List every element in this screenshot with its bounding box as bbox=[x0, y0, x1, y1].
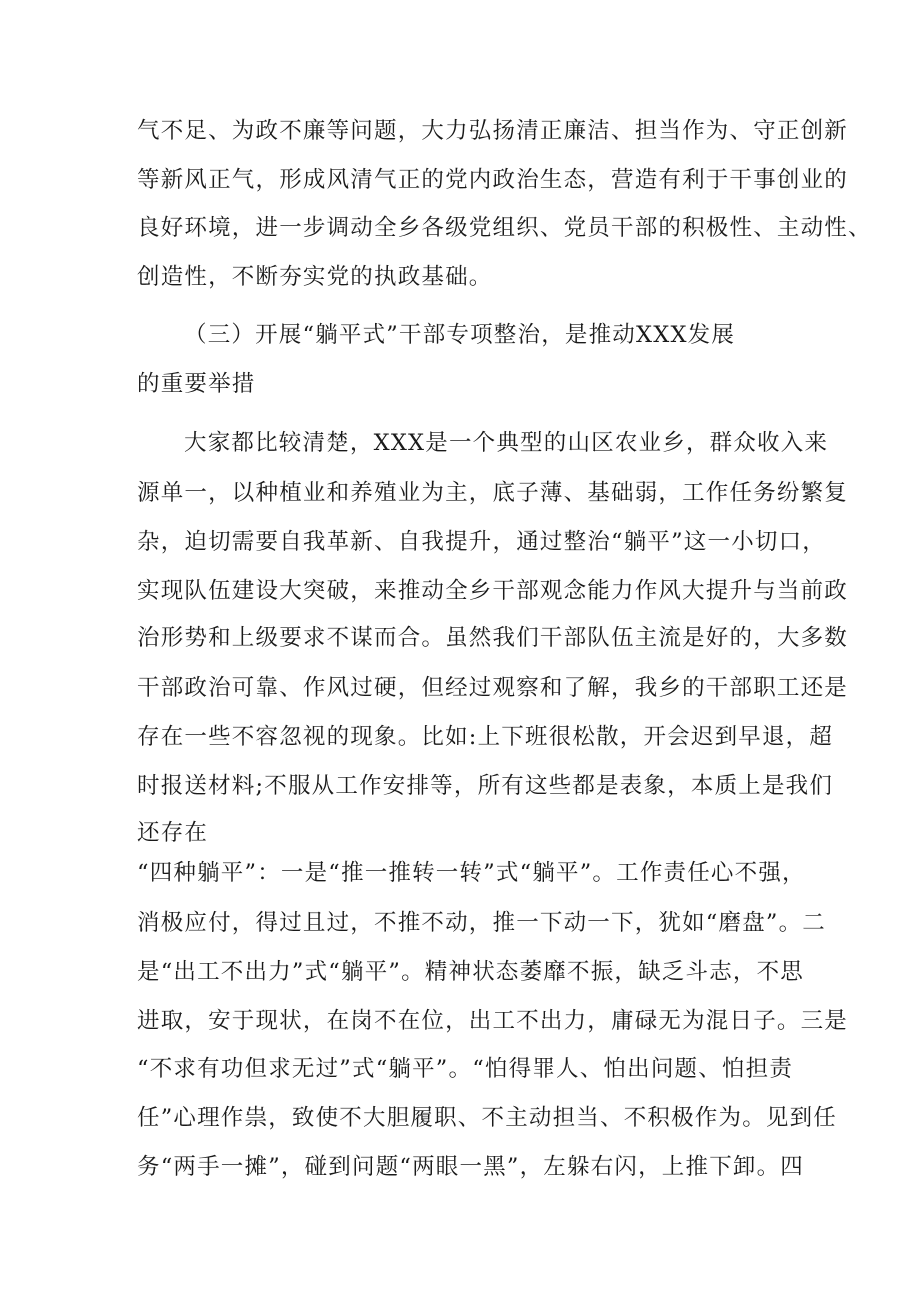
text-line: 创造性，不断夯实党的执政基础。 bbox=[137, 264, 493, 290]
text-line: 时报送材料;不服从工作安排等，所有这些都是表象，本质上是我们 bbox=[137, 773, 834, 799]
text-line: 治形势和上级要求不谋而合。虽然我们干部队伍主流是好的，大多数 bbox=[137, 625, 849, 651]
text-line: 气不足、为政不廉等问题，大力弘扬清正廉洁、担当作为、守正创新 bbox=[137, 118, 849, 144]
text-line: 实现队伍建设大突破，来推动全乡干部观念能力作风大提升与当前政 bbox=[137, 578, 849, 604]
heading-line: 的重要举措 bbox=[137, 371, 256, 397]
heading-line: （三）开展“躺平式”干部专项整治，是推动XXX发展 bbox=[184, 322, 736, 348]
text-line: 存在一些不容忽视的现象。比如:上下班很松散，开会迟到早退，超 bbox=[137, 724, 834, 750]
text-line: 大家都比较清楚，XXX是一个典型的山区农业乡，群众收入来 bbox=[184, 430, 829, 456]
text-line: 进取，安于现状，在岗不在位，出工不出力，庸碌无为混日子。三是 bbox=[137, 1008, 849, 1034]
text-line: 杂，迫切需要自我革新、自我提升，通过整治“躺平”这一小切口， bbox=[137, 529, 827, 555]
text-line: “四种躺平”：一是“推一推转一转”式“躺平”。工作责任心不强， bbox=[137, 860, 806, 886]
text-line: 消极应付，得过且过，不推不动，推一下动一下，犹如“磨盘”。二 bbox=[137, 910, 827, 936]
text-line: 务“两手一摊”，碰到问题“两眼一黑”，左躲右闪，上推下卸。四 bbox=[137, 1154, 805, 1180]
text-line: 任”心理作祟，致使不大胆履职、不主动担当、不积极作为。见到任 bbox=[137, 1105, 838, 1131]
text-line: “不求有功但求无过”式“躺平”。“怕得罪人、怕出问题、怕担责 bbox=[137, 1056, 794, 1082]
text-line: 等新风正气，形成风清气正的党内政治生态，营造有利于干事创业的 bbox=[137, 167, 849, 193]
text-line: 干部政治可靠、作风过硬，但经过观察和了解，我乡的干部职工还是 bbox=[137, 675, 849, 701]
text-line: 良好环境，进一步调动全乡各级党组织、党员干部的积极性、主动性、 bbox=[137, 215, 872, 241]
text-line: 是“出工不出力”式“躺平”。精神状态萎靡不振，缺乏斗志，不思 bbox=[137, 959, 805, 985]
text-line: 源单一，以种植业和养殖业为主，底子薄、基础弱，工作任务纷繁复 bbox=[137, 480, 849, 506]
text-line: 还存在 bbox=[137, 820, 209, 846]
